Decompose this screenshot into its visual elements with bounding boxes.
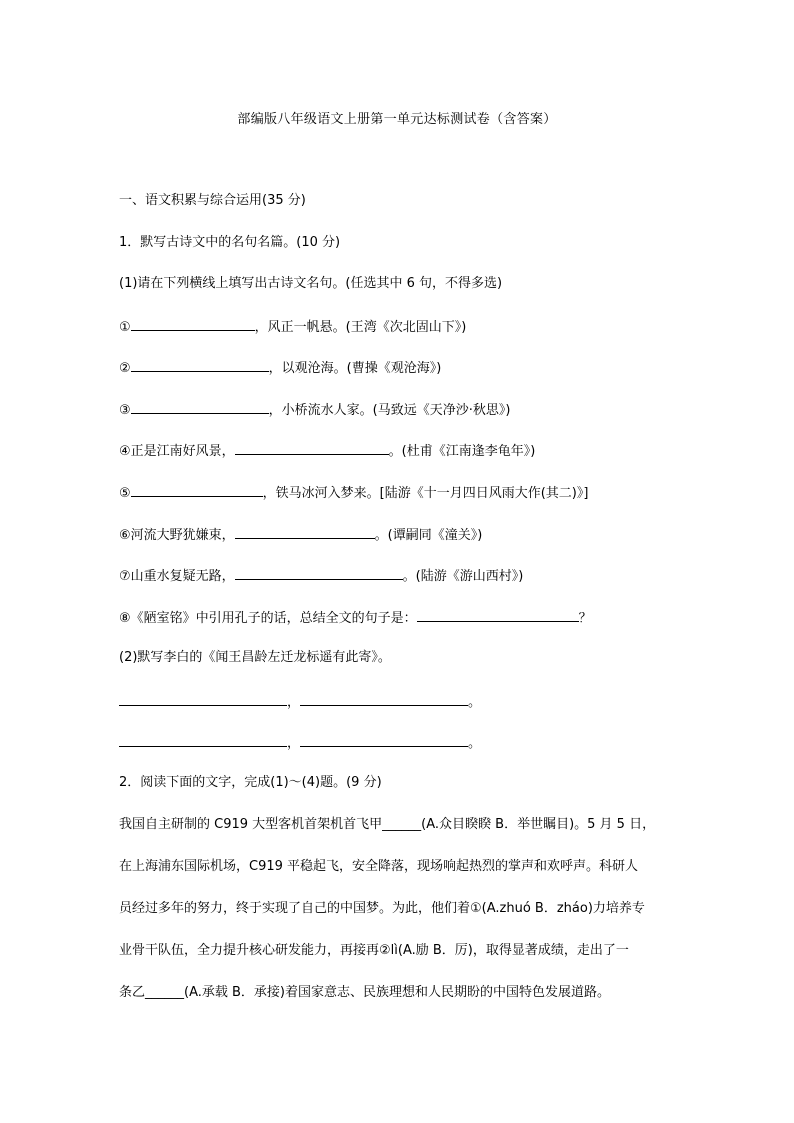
item-prefix: ① xyxy=(119,320,131,335)
answer-blank[interactable] xyxy=(417,609,579,622)
poem-line-1 xyxy=(119,693,481,711)
answer-blank[interactable] xyxy=(131,484,263,497)
fill-item-3 xyxy=(119,401,510,419)
item-prefix: ⑤ xyxy=(119,486,131,501)
item-suffix: 。(谭嗣同《潼关》) xyxy=(374,528,483,543)
poem-end: 。 xyxy=(468,695,482,710)
item-prefix: ④正是江南好风景， xyxy=(119,444,235,459)
answer-blank[interactable] xyxy=(131,401,269,414)
answer-blank[interactable] xyxy=(119,693,287,706)
item-suffix: ？ xyxy=(578,611,592,626)
answer-blank[interactable] xyxy=(119,734,287,747)
answer-blank[interactable] xyxy=(235,567,403,580)
poem-end: 。 xyxy=(468,736,482,751)
question-2-heading: 2．阅读下面的文字，完成(1)～(4)题。(9 分) xyxy=(119,775,382,790)
answer-blank[interactable] xyxy=(131,359,269,372)
item-prefix: ⑦山重水复疑无路， xyxy=(119,569,235,584)
poem-separator: ， xyxy=(287,695,301,710)
item-suffix: ，小桥流水人家。(马致远《天净沙·秋思》) xyxy=(268,403,511,418)
passage-line-2: 在上海浦东国际机场，C919 平稳起飞，安全降落，现场响起热烈的掌声和欢呼声。科研人 xyxy=(119,859,639,874)
item-suffix: 。(杜甫《江南逢李龟年》) xyxy=(388,444,536,459)
answer-blank[interactable] xyxy=(300,734,468,747)
fill-item-2 xyxy=(119,359,441,377)
fill-item-1 xyxy=(119,318,466,336)
fill-item-7 xyxy=(119,567,523,585)
passage-line-4: 业骨干队伍，全力提升核心研发能力，再接再②lì(A.励 B．厉)，取得显著成绩，走出了一 xyxy=(119,943,629,958)
passage-line-5: 条乙______(A.承载 B．承接)着国家意志、民族理想和人民期盼的中国特色发展道路。 xyxy=(119,985,610,1000)
question-1-heading: 1．默写古诗文中的名句名篇。(10 分) xyxy=(119,235,341,250)
answer-blank[interactable] xyxy=(300,693,468,706)
item-suffix: 。(陆游《游山西村》) xyxy=(402,569,524,584)
fill-item-5 xyxy=(119,484,588,502)
item-suffix: ，铁马冰河入梦来。[陆游《十一月四日风雨大作(其二)》] xyxy=(262,486,589,501)
question-1-part-1: (1)请在下列横线上填写出古诗文名句。(任选其中 6 句，不得多选) xyxy=(119,276,503,291)
fill-item-4 xyxy=(119,442,535,460)
document-title: 部编版八年级语文上册第一单元达标测试卷（含答案） xyxy=(237,112,557,127)
poem-separator: ， xyxy=(287,736,301,751)
item-suffix: ，以观沧海。(曹操《观沧海》) xyxy=(268,361,442,376)
answer-blank[interactable] xyxy=(235,442,389,455)
section-heading: 一、语文积累与综合运用(35 分) xyxy=(119,193,306,208)
answer-blank[interactable] xyxy=(131,318,255,331)
passage-line-1: 我国自主研制的 C919 大型客机首架机首飞甲______(A.众目睽睽 B．举世瞩目)。5 月 5 日， xyxy=(119,817,656,832)
item-prefix: ③ xyxy=(119,403,131,418)
item-prefix: ⑧《陋室铭》中引用孔子的话，总结全文的句子是： xyxy=(119,611,417,626)
item-prefix: ⑥河流大野犹嫌束， xyxy=(119,528,235,543)
passage-line-3: 员经过多年的努力，终于实现了自己的中国梦。为此，他们着①(A.zhuó B．zháo)力培养专 xyxy=(119,901,645,916)
item-suffix: ，风正一帆悬。(王湾《次北固山下》) xyxy=(254,320,467,335)
poem-line-2 xyxy=(119,734,481,752)
fill-item-6 xyxy=(119,526,482,544)
answer-blank[interactable] xyxy=(235,526,375,539)
item-prefix: ② xyxy=(119,361,131,376)
fill-item-8 xyxy=(119,609,592,627)
question-1-part-2: (2)默写李白的《闻王昌龄左迁龙标遥有此寄》。 xyxy=(119,650,391,665)
